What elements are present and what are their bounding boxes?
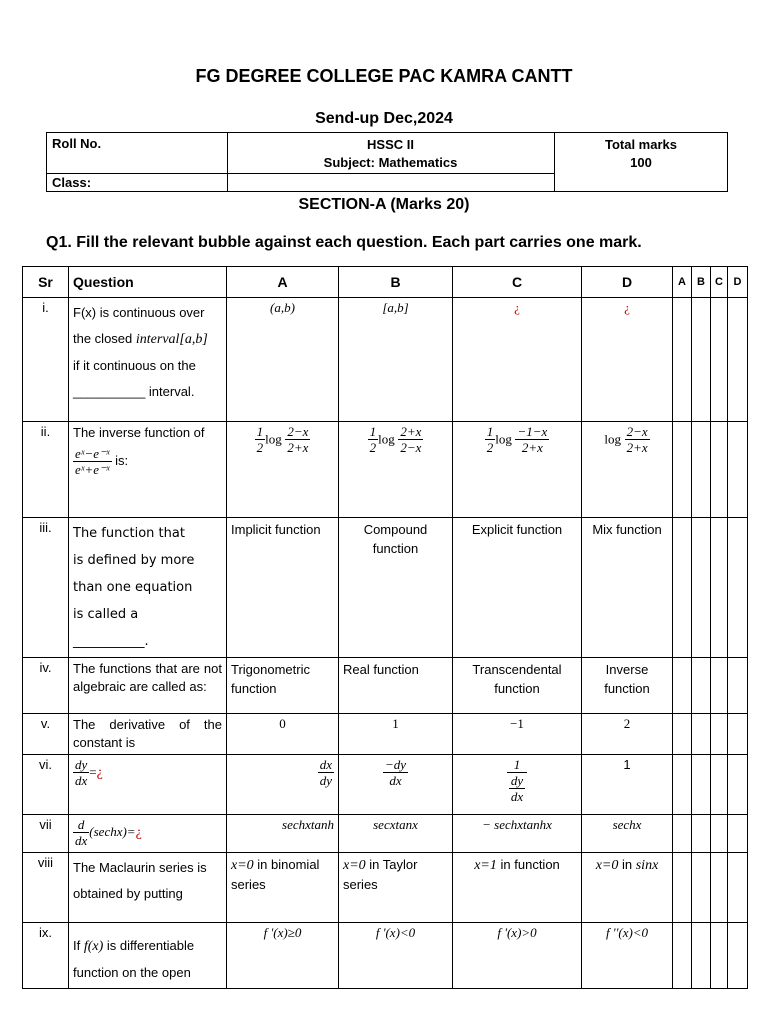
bubble-c[interactable] — [711, 658, 728, 714]
bubble-d[interactable] — [728, 755, 748, 815]
table-row — [23, 298, 748, 422]
bubble-a[interactable] — [673, 518, 692, 658]
table-row — [23, 815, 748, 853]
option-d: Inverse function — [582, 658, 673, 714]
header-table — [46, 132, 728, 192]
option-b: 1 — [339, 714, 453, 755]
instruction: Q1. Fill the relevant bubble against each question. Each part carries one mark. — [46, 234, 642, 251]
bubble-a[interactable] — [673, 923, 692, 989]
table-header — [23, 267, 748, 298]
option-b: f '(x)<0 — [339, 923, 453, 989]
option-d: log $\frac{2-x}{2+x}$ — [582, 422, 673, 518]
exam-title: Send-up Dec,2024 — [315, 110, 453, 127]
bubble-header-d: D — [728, 267, 748, 298]
option-d: f ''(x)<0 — [582, 923, 673, 989]
subject-name: Subject: Mathematics — [323, 155, 458, 170]
option-b: $\frac{-dy}{dx}$ — [339, 755, 453, 815]
marks-cell — [555, 133, 727, 191]
option-b: $\frac{1}{2}$ log $\frac{2+x}{2-x}$ — [339, 422, 453, 518]
row-question: F(x) is continuous over the closed interval[a,b] if it continuous on the __________ interval. — [69, 298, 227, 422]
bubble-b[interactable] — [692, 923, 711, 989]
option-a: x=0 in binomial series — [227, 853, 339, 923]
row-question: The Maclaurin series is obtained by putting — [69, 853, 227, 923]
roll-class-cell — [47, 133, 228, 191]
row-sr: ix. — [23, 923, 69, 989]
table-row — [23, 658, 748, 714]
row-question: If f(x) is differentiable function on the open — [69, 923, 227, 989]
bubble-d[interactable] — [728, 658, 748, 714]
table-row — [23, 853, 748, 923]
bubble-a[interactable] — [673, 755, 692, 815]
section-title: SECTION-A (Marks 20) — [298, 196, 470, 213]
option-c: $\frac{1}{\frac{dy}{dx}}$ — [453, 755, 582, 815]
bubble-c[interactable] — [711, 298, 728, 422]
table-row — [23, 923, 748, 989]
col-question: Question — [69, 267, 227, 298]
class-name: HSSC II — [367, 137, 414, 152]
row-sr: v. — [23, 714, 69, 755]
bubble-d[interactable] — [728, 815, 748, 853]
bubble-b[interactable] — [692, 658, 711, 714]
bubble-c[interactable] — [711, 923, 728, 989]
option-b: Compound function — [339, 518, 453, 658]
option-a: (a,b) — [227, 298, 339, 422]
row-sr: iii. — [23, 518, 69, 658]
bubble-a[interactable] — [673, 422, 692, 518]
bubble-d[interactable] — [728, 518, 748, 658]
option-c: x=1 in function — [453, 853, 582, 923]
bubble-d[interactable] — [728, 298, 748, 422]
col-sr: Sr — [23, 267, 69, 298]
option-c: $\frac{1}{2}$ log $\frac{-1-x}{2+x}$ — [453, 422, 582, 518]
row-sr: iv. — [23, 658, 69, 714]
option-b: [a,b] — [339, 298, 453, 422]
bubble-b[interactable] — [692, 755, 711, 815]
bubble-a[interactable] — [673, 815, 692, 853]
bubble-a[interactable] — [673, 298, 692, 422]
bubble-b[interactable] — [692, 815, 711, 853]
option-a: Trigonometric function — [227, 658, 339, 714]
col-d: D — [582, 267, 673, 298]
row-sr: vii — [23, 815, 69, 853]
option-c: Explicit function — [453, 518, 582, 658]
roll-label: Roll No. — [52, 136, 102, 151]
bubble-header-a: A — [673, 267, 692, 298]
bubble-b[interactable] — [692, 422, 711, 518]
subject-cell — [227, 133, 555, 191]
option-a: 0 — [227, 714, 339, 755]
table-row — [23, 518, 748, 658]
option-c: Transcendental function — [453, 658, 582, 714]
col-a: A — [227, 267, 339, 298]
option-d: Mix function — [582, 518, 673, 658]
mcq-table — [22, 266, 748, 989]
bubble-c[interactable] — [711, 755, 728, 815]
table-row — [23, 714, 748, 755]
row-sr: ii. — [23, 422, 69, 518]
bubble-d[interactable] — [728, 853, 748, 923]
option-d: 1 — [582, 755, 673, 815]
option-d: sechx — [582, 815, 673, 853]
bubble-header-b: B — [692, 267, 711, 298]
option-d: x=0 in sinx — [582, 853, 673, 923]
option-a: $\frac{dx}{dy}$ — [227, 755, 339, 815]
option-c: ¿ — [453, 298, 582, 422]
option-a: sechxtanh — [227, 815, 339, 853]
row-question: The function that is defined by more than one equation is called a ___________. — [69, 518, 227, 658]
option-b: Real function — [339, 658, 453, 714]
col-c: C — [453, 267, 582, 298]
option-a: Implicit function — [227, 518, 339, 658]
row-question: $\frac{d}{dx}$ (sechx)=¿ — [69, 815, 227, 853]
row-sr: i. — [23, 298, 69, 422]
row-question: The derivative of the constant is — [69, 714, 227, 755]
bubble-header-c: C — [711, 267, 728, 298]
option-b: x=0 in Taylor series — [339, 853, 453, 923]
bubble-c[interactable] — [711, 853, 728, 923]
bubble-d[interactable] — [728, 923, 748, 989]
option-c: f '(x)>0 — [453, 923, 582, 989]
bubble-b[interactable] — [692, 298, 711, 422]
row-question: $\frac{dy}{dx}$ =¿ — [69, 755, 227, 815]
bubble-c[interactable] — [711, 422, 728, 518]
option-a: f '(x)≥0 — [227, 923, 339, 989]
option-c: − sechxtanhx — [453, 815, 582, 853]
option-d: ¿ — [582, 298, 673, 422]
option-b: secxtanx — [339, 815, 453, 853]
marks-label: Total marks — [604, 137, 677, 152]
bubble-c[interactable] — [711, 518, 728, 658]
marks-value: 100 — [630, 155, 652, 170]
bubble-a[interactable] — [673, 714, 692, 755]
option-c: −1 — [453, 714, 582, 755]
bubble-c[interactable] — [711, 815, 728, 853]
row-sr: viii — [23, 853, 69, 923]
col-b: B — [339, 267, 453, 298]
bubble-d[interactable] — [728, 422, 748, 518]
row-sr: vi. — [23, 755, 69, 815]
bubble-a[interactable] — [673, 658, 692, 714]
bubble-b[interactable] — [692, 853, 711, 923]
row-question: The functions that are not algebraic are called as: — [69, 658, 227, 714]
college-title: FG DEGREE COLLEGE PAC KAMRA CANTT — [195, 66, 573, 86]
class-label: Class: — [52, 175, 92, 190]
bubble-d[interactable] — [728, 714, 748, 755]
option-d: 2 — [582, 714, 673, 755]
option-a: $\frac{1}{2}$ log $\frac{2-x}{2+x}$ — [227, 422, 339, 518]
row-question: The inverse function of $\frac{\text{eˣ−e⁻ˣ}}{\text{eˣ+e⁻ˣ}}$ is: — [69, 422, 227, 518]
table-row — [23, 755, 748, 815]
bubble-b[interactable] — [692, 714, 711, 755]
table-row — [23, 422, 748, 518]
bubble-a[interactable] — [673, 853, 692, 923]
bubble-b[interactable] — [692, 518, 711, 658]
bubble-c[interactable] — [711, 714, 728, 755]
